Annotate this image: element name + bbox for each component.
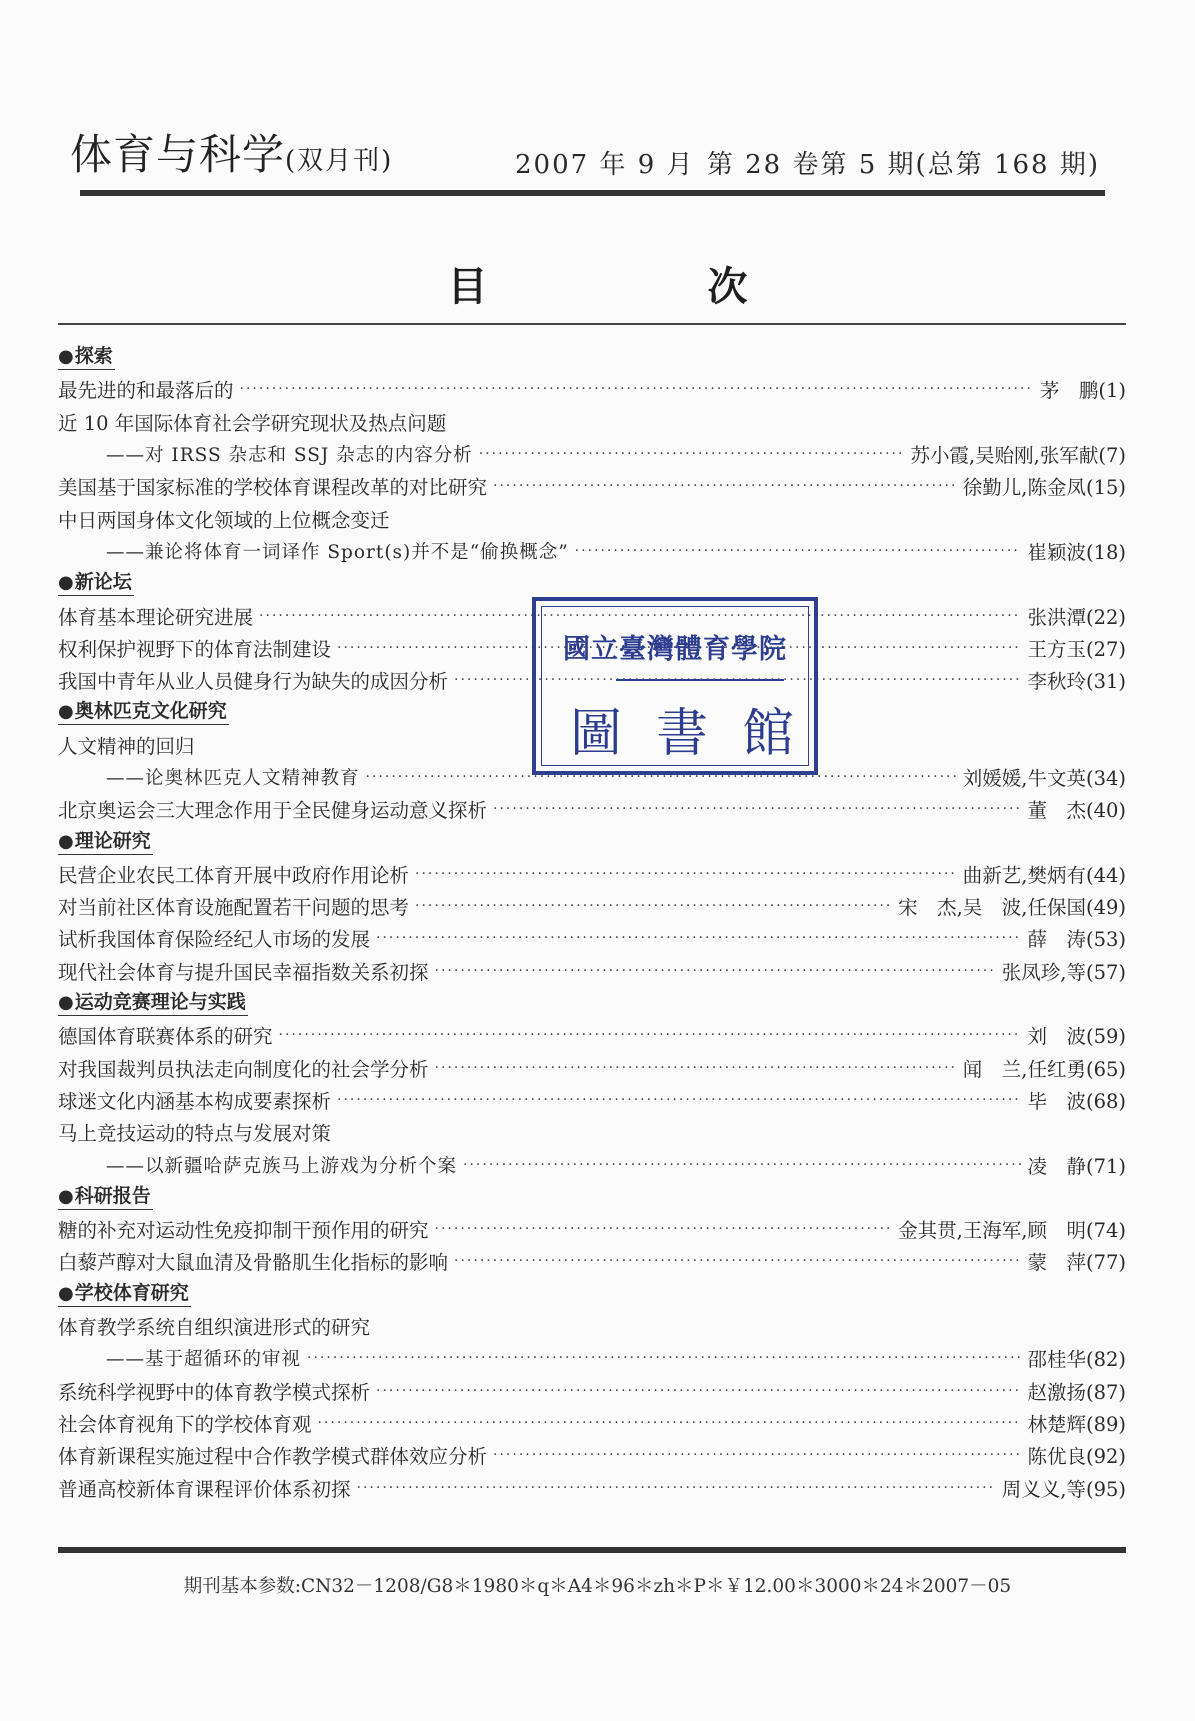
toc-section bbox=[58, 567, 1126, 599]
dot-leader bbox=[357, 1480, 996, 1496]
toc-entry bbox=[58, 793, 1126, 825]
article-title: 北京奥运会三大理念作用于全民健身运动意义探析 bbox=[58, 799, 488, 823]
article-author-page: 张洪潭(22) bbox=[1027, 605, 1126, 629]
article-author-page: 宋 杰,吴 波,任保国(49) bbox=[898, 896, 1126, 920]
article-title: 糖的补充对运动性免疫抑制干预作用的研究 bbox=[58, 1219, 429, 1243]
article-author-page: 王方玉(27) bbox=[1027, 637, 1126, 661]
toc-heading: 目 次 bbox=[447, 263, 838, 310]
article-title: 中日两国身体文化领域的上位概念变迁 bbox=[58, 508, 390, 532]
toc-entry bbox=[58, 1342, 1126, 1374]
masthead-divider bbox=[80, 190, 1105, 196]
article-title: 试析我国体育保险经纪人市场的发展 bbox=[58, 928, 371, 952]
toc-section bbox=[58, 341, 1126, 373]
toc-section bbox=[58, 825, 1126, 857]
article-author-page: 毕 波(68) bbox=[1027, 1089, 1126, 1113]
dot-leader bbox=[307, 1350, 1021, 1366]
section-label-text: 探索 bbox=[74, 345, 113, 368]
toc-entry bbox=[58, 470, 1126, 502]
section-label-text: 理论研究 bbox=[74, 829, 151, 852]
article-title: 民营企业农民工体育开展中政府作用论析 bbox=[58, 863, 410, 887]
toc-entry bbox=[58, 858, 1126, 890]
dot-leader bbox=[435, 1060, 957, 1076]
bullet-icon: ● bbox=[58, 346, 74, 368]
article-author-page: 张凤珍,等(57) bbox=[1001, 960, 1126, 984]
section-label bbox=[58, 829, 153, 855]
toc-entry bbox=[58, 1084, 1126, 1116]
dot-leader bbox=[463, 1157, 1021, 1173]
bullet-icon: ● bbox=[58, 1185, 74, 1207]
bullet-icon: ● bbox=[58, 830, 74, 852]
dot-leader bbox=[493, 801, 1021, 817]
article-author-page: 董 杰(40) bbox=[1027, 799, 1126, 823]
toc-article-title bbox=[58, 1310, 1126, 1342]
toc-section bbox=[58, 987, 1126, 1019]
toc-entry bbox=[58, 535, 1126, 567]
masthead bbox=[70, 122, 1100, 182]
stamp-library: 圖書館 bbox=[570, 704, 829, 764]
bullet-icon: ● bbox=[58, 992, 74, 1014]
toc-entry bbox=[58, 1052, 1126, 1084]
article-author-page: 凌 静(71) bbox=[1027, 1154, 1126, 1178]
article-title: 我国中青年从业人员健身行为缺失的成因分析 bbox=[58, 670, 449, 694]
article-title: 系统科学视野中的体育教学模式探析 bbox=[58, 1380, 371, 1404]
section-label bbox=[58, 570, 134, 596]
article-subtitle: ——以新疆哈萨克族马上游戏为分析个案 bbox=[106, 1155, 458, 1177]
article-author-page: 曲新艺,樊炳有(44) bbox=[962, 863, 1126, 887]
article-author-page: 苏小霞,吴贻刚,张军献(7) bbox=[910, 444, 1126, 468]
toc-section bbox=[58, 1181, 1126, 1213]
article-title: 对我国裁判员执法走向制度化的社会学分析 bbox=[58, 1057, 429, 1081]
article-title: 最先进的和最落后的 bbox=[58, 379, 234, 403]
publication-parameters: 期刊基本参数:CN32－1208/G8＊1980＊q＊A4＊96＊zh＊P＊￥12.00＊3000＊24＊2007－05 bbox=[183, 1576, 1012, 1597]
toc-article-title bbox=[58, 406, 1126, 438]
article-title: 近 10 年国际体育社会学研究现状及热点问题 bbox=[58, 411, 447, 435]
toc-article-title bbox=[58, 502, 1126, 534]
dot-leader bbox=[415, 866, 957, 882]
article-author-page: 崔颖波(18) bbox=[1027, 540, 1126, 564]
article-author-page: 赵激扬(87) bbox=[1027, 1380, 1126, 1404]
article-title: 现代社会体育与提升国民幸福指数关系初探 bbox=[58, 960, 429, 984]
article-subtitle: ——基于超循环的审视 bbox=[106, 1349, 302, 1371]
journal-frequency: (双月刊) bbox=[285, 146, 394, 176]
article-title: 对当前社区体育设施配置若干问题的思考 bbox=[58, 896, 410, 920]
stamp-divider bbox=[616, 679, 784, 681]
article-title: 社会体育视角下的学校体育观 bbox=[58, 1412, 312, 1436]
toc-entry bbox=[58, 1439, 1126, 1471]
dot-leader bbox=[493, 1447, 1021, 1463]
section-label bbox=[58, 344, 115, 370]
article-title: 体育基本理论研究进展 bbox=[58, 605, 254, 629]
section-label-text: 新论坛 bbox=[74, 571, 132, 594]
dot-leader bbox=[479, 446, 905, 462]
article-title: 德国体育联赛体系的研究 bbox=[58, 1025, 273, 1049]
article-title: 球迷文化内涵基本构成要素探析 bbox=[58, 1089, 332, 1113]
article-subtitle: ——兼论将体育一词译作 Sport(s)并不是“偷换概念” bbox=[106, 541, 569, 563]
article-author-page: 蒙 萍(77) bbox=[1027, 1251, 1126, 1275]
section-label-text: 学校体育研究 bbox=[74, 1281, 189, 1304]
dot-leader bbox=[454, 1253, 1021, 1269]
toc-entry bbox=[58, 1019, 1126, 1051]
section-label-text: 科研报告 bbox=[74, 1184, 151, 1207]
article-author-page: 周义义,等(95) bbox=[1001, 1477, 1126, 1501]
article-author-page: 闻 兰,任红勇(65) bbox=[962, 1057, 1126, 1081]
toc-entry bbox=[58, 955, 1126, 987]
article-title: 马上竞技运动的特点与发展对策 bbox=[58, 1122, 332, 1146]
toc-entry bbox=[58, 1213, 1126, 1245]
bullet-icon: ● bbox=[58, 701, 74, 723]
dot-leader bbox=[415, 898, 892, 914]
heading-divider bbox=[58, 323, 1126, 325]
section-label-text: 运动竞赛理论与实践 bbox=[74, 991, 246, 1014]
article-title: 普通高校新体育课程评价体系初探 bbox=[58, 1477, 351, 1501]
article-title: 体育新课程实施过程中合作教学模式群体效应分析 bbox=[58, 1445, 488, 1469]
toc-entry bbox=[58, 1148, 1126, 1180]
toc-article-title bbox=[58, 1116, 1126, 1148]
bullet-icon: ● bbox=[58, 572, 74, 594]
article-author-page: 刘媛媛,牛文英(34) bbox=[962, 767, 1126, 790]
table-of-contents bbox=[58, 341, 1126, 1504]
article-author-page: 李秋玲(31) bbox=[1027, 670, 1126, 694]
section-label bbox=[58, 1184, 153, 1210]
stamp-institution: 國立臺灣體育學院 bbox=[563, 634, 787, 665]
article-author-page: 金其贯,王海军,顾 明(74) bbox=[898, 1219, 1126, 1243]
dot-leader bbox=[435, 1221, 893, 1237]
section-label bbox=[58, 699, 229, 725]
dot-leader bbox=[376, 1383, 1021, 1399]
toc-entry bbox=[58, 1407, 1126, 1439]
library-stamp bbox=[532, 597, 829, 775]
article-subtitle: ——对 IRSS 杂志和 SSJ 杂志的内容分析 bbox=[106, 445, 473, 467]
toc-section bbox=[58, 1278, 1126, 1310]
toc-entry bbox=[58, 1375, 1126, 1407]
toc-entry bbox=[58, 373, 1126, 405]
dot-leader bbox=[318, 1415, 1022, 1431]
dot-leader bbox=[337, 1092, 1021, 1108]
dot-leader bbox=[240, 381, 1034, 397]
article-title: 白藜芦醇对大鼠血清及骨骼肌生化指标的影响 bbox=[58, 1251, 449, 1275]
article-subtitle: ——论奥林匹克人文精神教育 bbox=[106, 768, 360, 789]
article-title: 权利保护视野下的体育法制建设 bbox=[58, 637, 332, 661]
toc-entry bbox=[58, 1245, 1126, 1277]
section-label-text: 奥林匹克文化研究 bbox=[74, 700, 227, 723]
issue-date: 2007 年 9 月 bbox=[515, 150, 695, 180]
dot-leader bbox=[575, 543, 1022, 559]
toc-entry bbox=[58, 438, 1126, 470]
article-author-page: 林楚辉(89) bbox=[1027, 1412, 1126, 1436]
article-title: 体育教学系统自组织演进形式的研究 bbox=[58, 1316, 371, 1340]
dot-leader bbox=[435, 963, 996, 979]
article-author-page: 茅 鹏(1) bbox=[1039, 379, 1126, 403]
article-author-page: 薛 涛(53) bbox=[1027, 928, 1126, 952]
dot-leader bbox=[493, 478, 957, 494]
toc-entry bbox=[58, 1471, 1126, 1503]
toc-entry bbox=[58, 890, 1126, 922]
article-title: 美国基于国家标准的学校体育课程改革的对比研究 bbox=[58, 476, 488, 500]
article-author-page: 邵桂华(82) bbox=[1027, 1348, 1126, 1372]
dot-leader bbox=[279, 1027, 1022, 1043]
article-author-page: 刘 波(59) bbox=[1027, 1025, 1126, 1049]
journal-title: 体育与科学(双月刊) bbox=[70, 130, 394, 179]
article-author-page: 陈优良(92) bbox=[1027, 1445, 1126, 1469]
footer-divider bbox=[58, 1547, 1126, 1553]
article-title: 人文精神的回归 bbox=[58, 734, 195, 758]
dot-leader bbox=[376, 930, 1021, 946]
article-author-page: 徐勤儿,陈金凤(15) bbox=[962, 476, 1126, 500]
issue-volume: 第 28 卷第 5 期(总第 168 期) bbox=[706, 150, 1100, 180]
section-label bbox=[58, 990, 248, 1016]
toc-entry bbox=[58, 922, 1126, 954]
bullet-icon: ● bbox=[58, 1282, 74, 1304]
section-label bbox=[58, 1281, 191, 1307]
